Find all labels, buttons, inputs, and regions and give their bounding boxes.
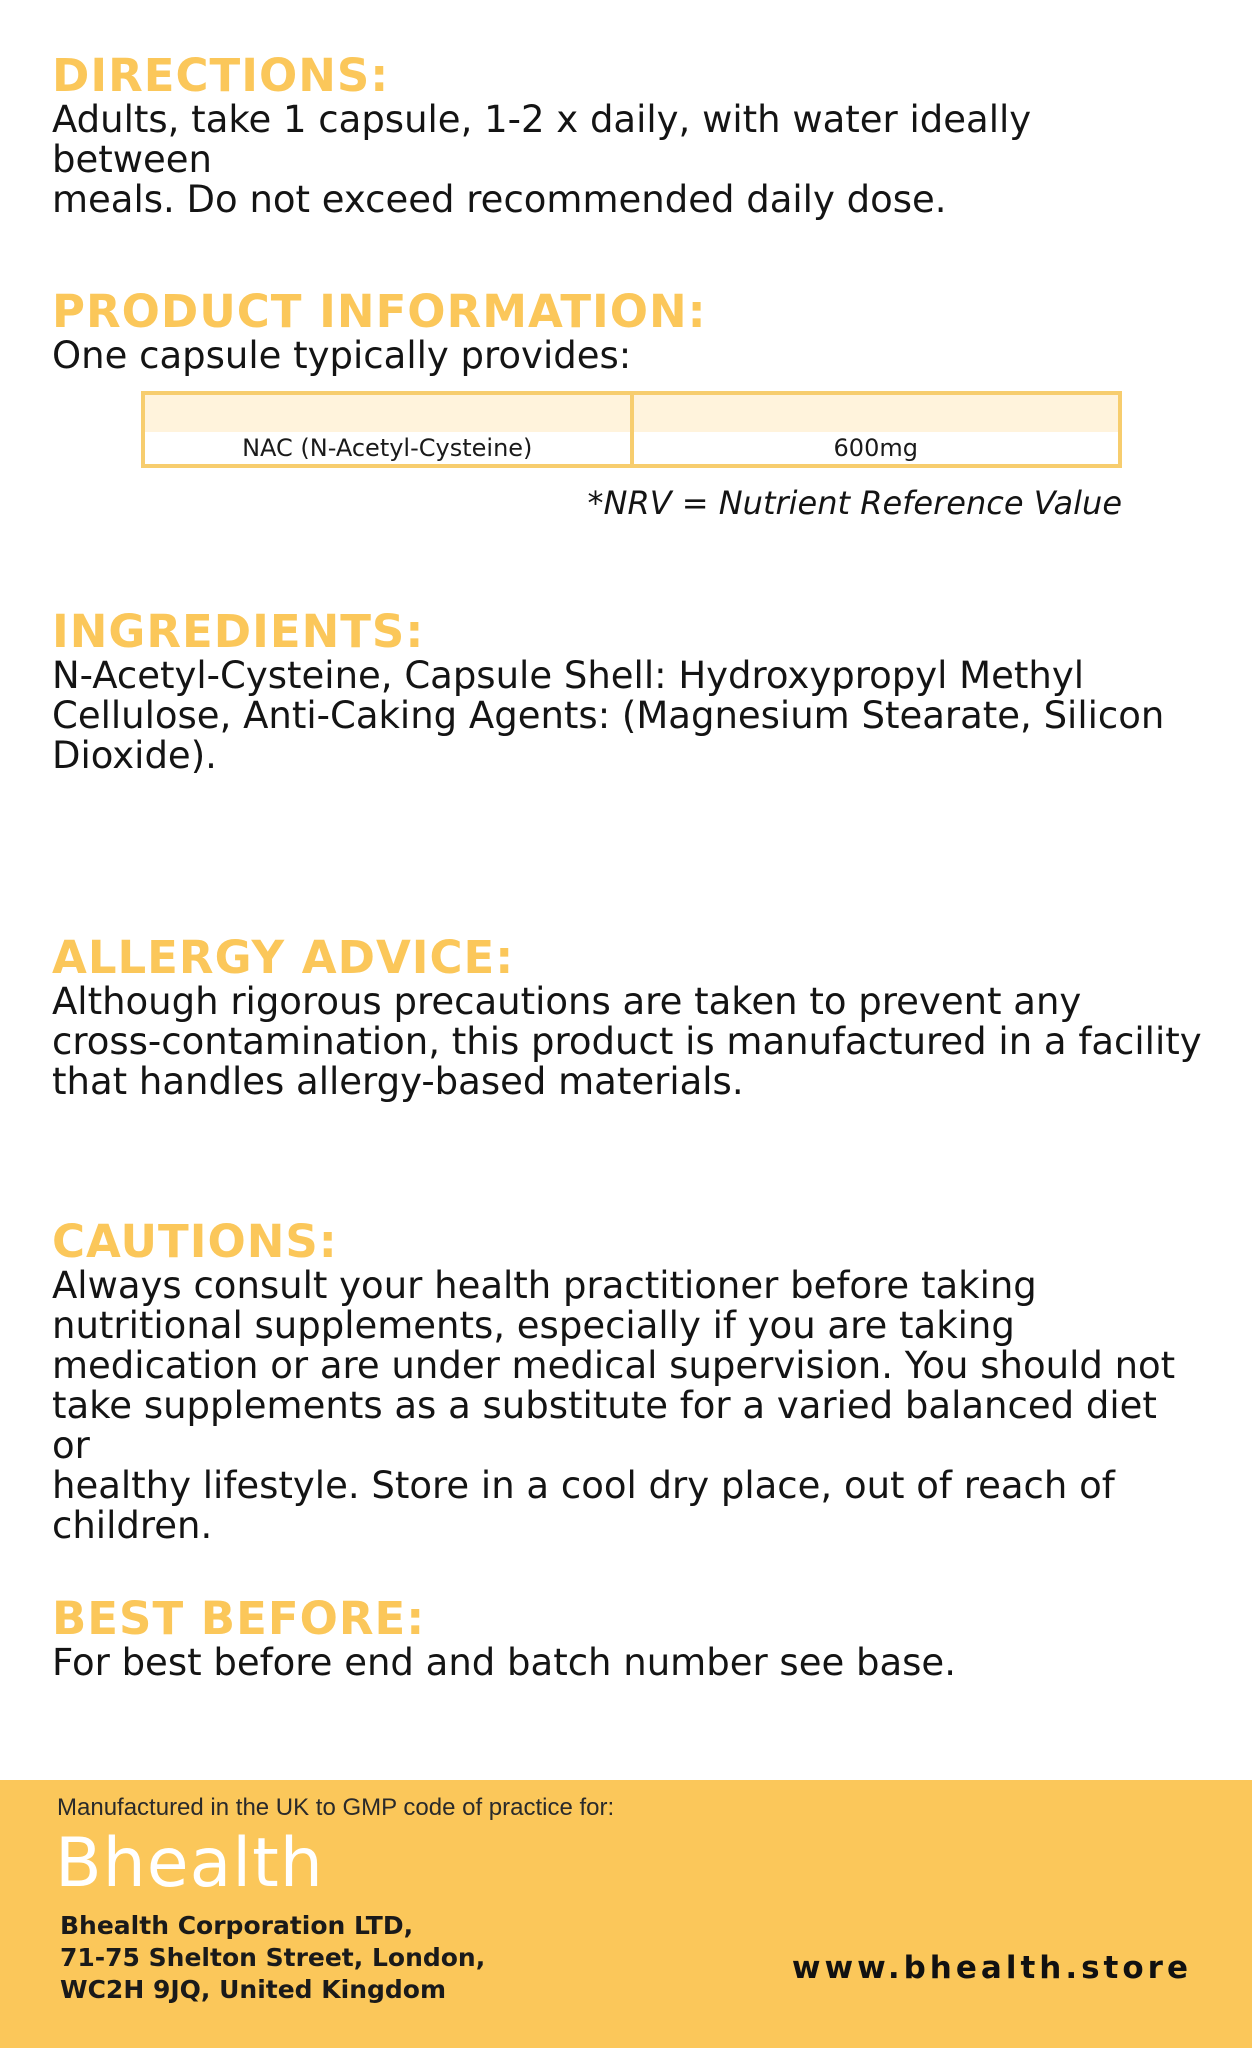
cautions-line: children. xyxy=(52,1504,213,1547)
directions-line: meals. Do not exceed recommended daily dose. xyxy=(52,178,947,221)
ingredients-line: Cellulose, Anti-Caking Agents: (Magnesium Stearate, Silicon xyxy=(52,694,1165,737)
best-before-section xyxy=(52,1592,1202,1684)
allergy-advice-section xyxy=(52,931,1202,1103)
allergy-advice-line: Although rigorous precautions are taken to prevent any xyxy=(52,980,1082,1023)
ingredients-section xyxy=(52,605,1202,777)
nutrition-table-column xyxy=(145,395,630,464)
ingredients-line: Dioxide). xyxy=(52,734,217,777)
nutrient-amount-cell: 600mg xyxy=(634,432,1119,464)
ingredients-line: N-Acetyl-Cysteine, Capsule Shell: Hydroxypropyl Methyl xyxy=(52,654,1084,697)
nutrition-table xyxy=(141,391,1122,468)
manufacturer-footer xyxy=(0,1780,1252,2048)
manufactured-note: Manufactured in the UK to GMP code of practice for: xyxy=(57,1794,615,1821)
address-line: Bhealth Corporation LTD, xyxy=(60,1911,414,1940)
directions-section xyxy=(52,49,1202,221)
bhealth-logo: Bhealth xyxy=(55,1824,324,1903)
allergy-advice-heading: ALLERGY ADVICE: xyxy=(52,931,515,984)
company-address xyxy=(60,1910,485,2006)
cautions-section xyxy=(52,1215,1202,1547)
product-information-section xyxy=(52,285,1202,377)
directions-heading: DIRECTIONS: xyxy=(52,49,390,102)
nutrient-name-cell: NAC (N-Acetyl-Cysteine) xyxy=(145,432,630,464)
best-before-line: For best before end and batch number see base. xyxy=(52,1641,956,1684)
ingredients-heading: INGREDIENTS: xyxy=(52,605,425,658)
nutrition-table-column xyxy=(630,395,1119,464)
allergy-advice-line: that handles allergy-based materials. xyxy=(52,1060,744,1103)
cautions-line: medication or are under medical supervision. You should not xyxy=(52,1344,1176,1387)
cautions-line: take supplements as a substitute for a varied balanced diet or xyxy=(52,1384,1157,1467)
directions-line: Adults, take 1 capsule, 1-2 x daily, with water ideally between xyxy=(52,98,1032,181)
nrv-footnote: *NRV = Nutrient Reference Value xyxy=(587,484,1122,522)
allergy-advice-line: cross-contamination, this product is manufactured in a facility xyxy=(52,1020,1202,1063)
cautions-heading: CAUTIONS: xyxy=(52,1215,338,1268)
nutrition-table-header-cell xyxy=(634,395,1119,432)
product-information-heading: PRODUCT INFORMATION: xyxy=(52,285,707,338)
address-line: 71-75 Shelton Street, London, xyxy=(60,1943,486,1972)
address-line: WC2H 9JQ, United Kingdom xyxy=(60,1975,447,2004)
cautions-line: nutritional supplements, especially if you are taking xyxy=(52,1304,1015,1347)
cautions-line: healthy lifestyle. Store in a cool dry place, out of reach of xyxy=(52,1464,1115,1507)
best-before-heading: BEST BEFORE: xyxy=(52,1592,426,1645)
website-url: www.bhealth.store xyxy=(791,1950,1192,1986)
nutrition-table-header-cell xyxy=(145,395,630,432)
product-information-intro: One capsule typically provides: xyxy=(52,334,632,377)
cautions-line: Always consult your health practitioner before taking xyxy=(52,1264,1037,1307)
